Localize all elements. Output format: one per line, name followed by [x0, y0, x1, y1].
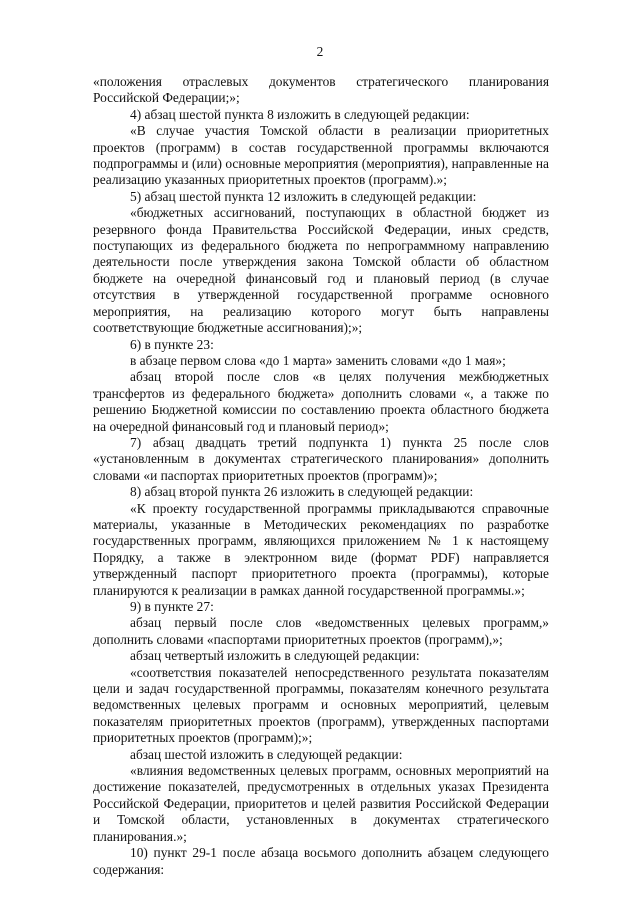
paragraph: абзац первый после слов «ведомственных целевых программ,» дополнить словами «паспортами приоритетных проектов (программ),»;	[93, 615, 549, 647]
paragraph: в абзаце первом слова «до 1 марта» заменить словами «до 1 мая»;	[130, 352, 506, 368]
paragraph: «К проекту государственной программы прикладываются справочные материалы, указанные в Методических рекомендациях по разработке государственных программ, являющихся приложением № 1 к настоящему Порядку, а также в электронном виде (формат PDF) направляется утвержденный паспорт приоритетного проекта (программы), которые планируются к реализации в рамках данной государственной программы.»;	[93, 500, 549, 598]
paragraph: 4) абзац шестой пункта 8 изложить в следующей редакции:	[130, 106, 470, 122]
paragraph: 7) абзац двадцать третий подпункта 1) пункта 25 после слов «установленным в документах стратегического планирования» дополнить словами «и паспортах приоритетных проектов (программ)»;	[93, 434, 549, 483]
paragraph: «положения отраслевых документов стратегического планирования Российской Федерации;»;	[93, 74, 549, 106]
paragraph: «влияния ведомственных целевых программ, основных мероприятий на достижение показателей, предусмотренных в отдельных указах Президента Российской Федерации, приоритетов и целей развития Российской Федерации и Томской области, установленных в документах стратегического планирования.»;	[93, 763, 549, 844]
paragraph: «В случае участия Томской области в реализации приоритетных проектов (программ) в состав государственной программы включаются подпрограммы и (или) основные мероприятия (мероприятия), направленные на реализацию указанных приоритетных проектов (программ).»;	[93, 123, 549, 188]
document-body	[93, 74, 549, 878]
paragraph: 5) абзац шестой пункта 12 изложить в следующей редакции:	[130, 188, 477, 204]
paragraph: «бюджетных ассигнований, поступающих в областной бюджет из резервного фонда Правительства Российской Федерации, иных средств, поступающих из федерального бюджета по непрограммному направлению деятельности после утверждения закона Томской области об областном бюджете на очередной финансовый год и плановый период (в случае отсутствия в утвержденной государственной программе основного мероприятия, на реализацию которого могут быть направлены соответствующие бюджетные ассигнования);»;	[93, 205, 549, 336]
paragraph: абзац второй после слов «в целях получения межбюджетных трансфертов из федерального бюджета» дополнить словами «, а также по решению Бюджетной комиссии по составлению проекта областного бюджета на очередной финансовый год и плановый период»;	[93, 369, 549, 434]
paragraph: 10) пункт 29-1 после абзаца восьмого дополнить абзацем следующего содержания:	[93, 845, 549, 877]
paragraph: абзац четвертый изложить в следующей редакции:	[130, 648, 420, 664]
paragraph: «соответствия показателей непосредственного результата показателям цели и задач государственной программы, показателям конечного результата ведомственных целевых программ и основных мероприятий, целевым показателям приоритетных проектов (программ), утвержденных паспортами приоритетных проектов (программ);»;	[93, 664, 549, 746]
paragraph: абзац шестой изложить в следующей редакции:	[130, 746, 403, 762]
paragraph: 8) абзац второй пункта 26 изложить в следующей редакции:	[130, 484, 474, 500]
paragraph: 6) в пункте 23:	[130, 336, 214, 352]
paragraph: 9) в пункте 27:	[130, 599, 214, 614]
page-number: 2	[316, 44, 324, 59]
